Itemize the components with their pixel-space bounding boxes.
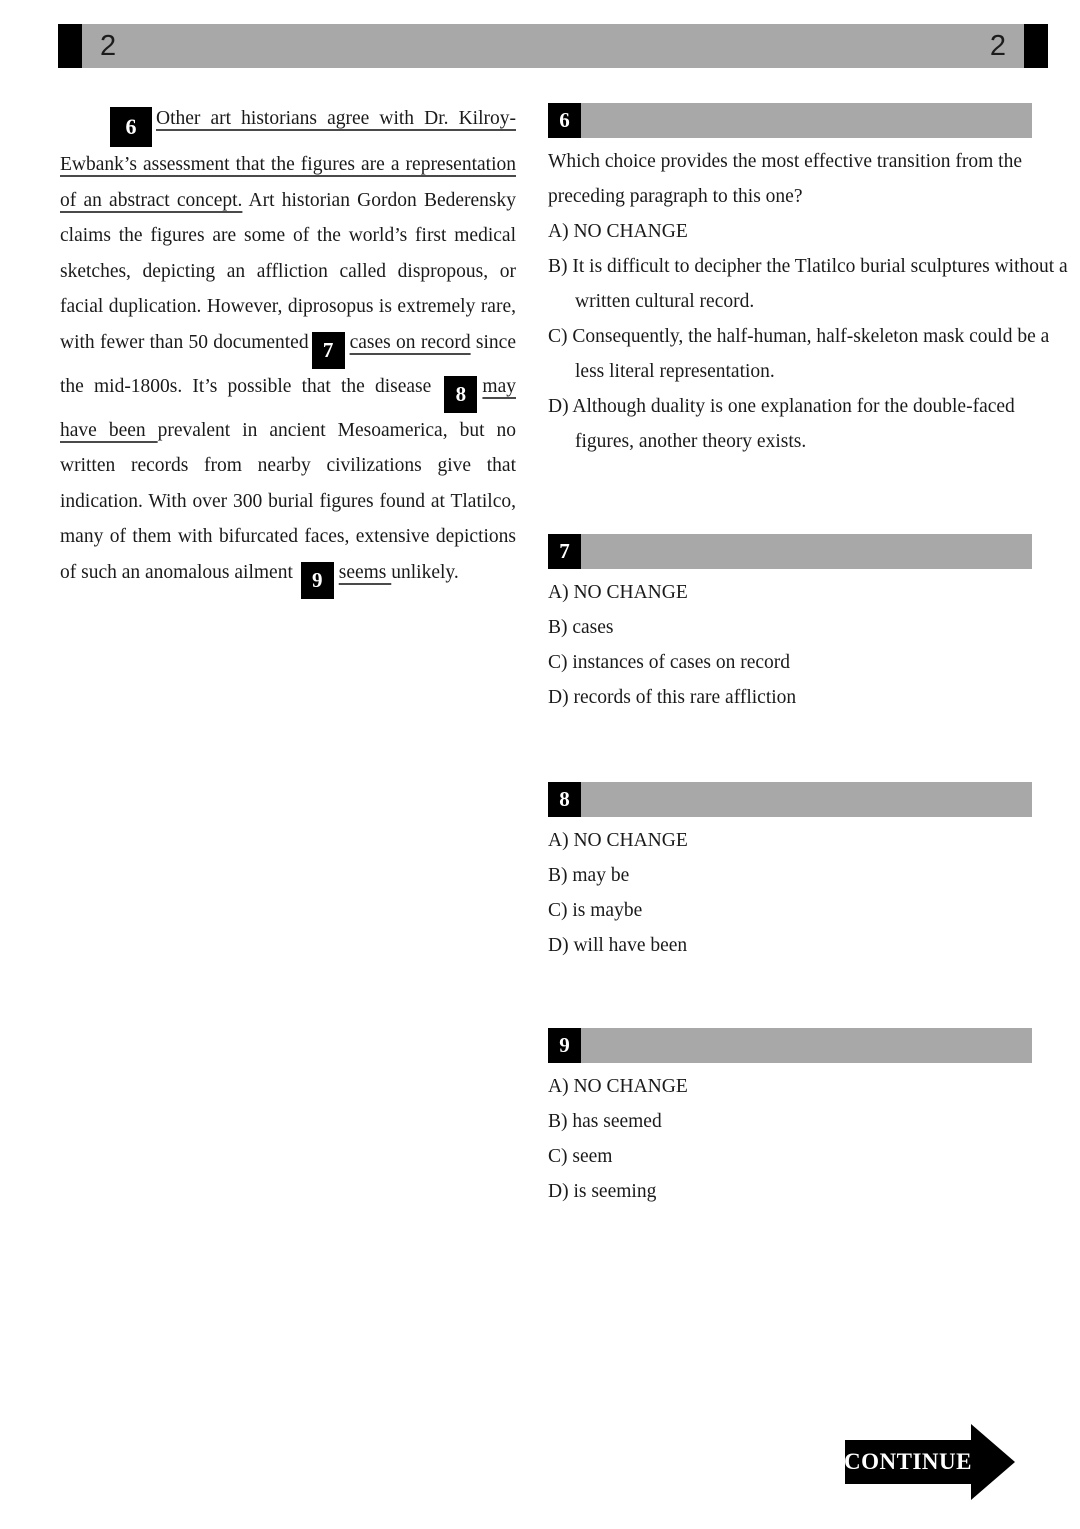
question-8-choice-A[interactable] — [548, 823, 1076, 858]
question-8-number-badge: 8 — [548, 782, 581, 817]
question-7-choice-D[interactable] — [548, 680, 1076, 715]
section-number-left: 2 — [100, 29, 117, 62]
header-right-end-block — [1024, 24, 1048, 68]
passage-underlined-segment: Other art historians agree with Dr. Kilroy-Ewbank’s assessment that the figures are a representation of an abstract concept. — [60, 108, 516, 211]
passage-marker-7: 7 — [312, 332, 345, 369]
section-number-right: 2 — [989, 29, 1006, 62]
choice-letter: D) — [548, 687, 574, 708]
passage-marker-9: 9 — [301, 562, 334, 599]
passage-column — [60, 101, 516, 599]
passage-underlined-segment: cases on record — [349, 331, 471, 353]
question-header-bar — [548, 1028, 1032, 1063]
question-9-choice-C[interactable] — [548, 1139, 1076, 1174]
choice-letter: D) — [548, 1181, 574, 1202]
choice-letter: B) — [548, 1111, 573, 1132]
choice-text: NO CHANGE — [573, 830, 688, 851]
choice-letter: D) — [548, 935, 574, 956]
choice-letter: C) — [548, 652, 573, 673]
choice-letter: B) — [548, 256, 573, 277]
continue-arrow-icon — [971, 1424, 1015, 1500]
question-7 — [548, 534, 1076, 715]
question-9-number-badge: 9 — [548, 1028, 581, 1063]
choice-text: Consequently, the half-human, half-skeleton mask could be a less literal representation. — [572, 326, 1050, 382]
question-7-number-badge: 7 — [548, 534, 581, 569]
choice-text: NO CHANGE — [573, 582, 688, 603]
choice-text: will have been — [573, 935, 688, 956]
choice-letter: B) — [548, 617, 573, 638]
choice-text: NO CHANGE — [573, 1076, 688, 1097]
question-9-choice-D[interactable] — [548, 1174, 1076, 1209]
choice-letter: A) — [548, 830, 574, 851]
choice-letter: A) — [548, 582, 574, 603]
question-6-number-badge: 6 — [548, 103, 581, 138]
choice-text: is seeming — [573, 1181, 657, 1202]
question-7-choice-C[interactable] — [548, 645, 1076, 680]
choice-text: cases — [572, 617, 614, 638]
choice-text: It is difficult to decipher the Tlatilco burial sculptures without a written cultural record. — [572, 256, 1068, 312]
question-6-choice-B[interactable] — [548, 249, 1076, 319]
passage-text — [60, 101, 516, 599]
choice-text: records of this rare affliction — [573, 687, 797, 708]
section-header — [58, 24, 1048, 68]
question-6 — [548, 103, 1076, 459]
continue-label: CONTINUE — [845, 1440, 971, 1484]
continue-button[interactable] — [845, 1424, 1015, 1500]
question-9-choice-A[interactable] — [548, 1069, 1076, 1104]
question-6-choice-D[interactable] — [548, 389, 1076, 459]
choice-letter: D) — [548, 396, 573, 417]
question-header-bar — [548, 782, 1032, 817]
passage-text-segment: prevalent in ancient Mesoamerica, but no written records from nearby civilizations give that indication. With over 300 burial figures found at Tlatilco, many of them with bifurcated faces, extensive depictions of such an anomalous ailment — [60, 419, 516, 583]
passage-underlined-segment: may have been — [60, 375, 516, 441]
choice-letter: C) — [548, 326, 573, 347]
choice-text: may be — [572, 865, 630, 886]
choice-text: seem — [572, 1146, 613, 1167]
choice-letter: C) — [548, 1146, 573, 1167]
choice-text: has seemed — [572, 1111, 662, 1132]
question-9-choice-B[interactable] — [548, 1104, 1076, 1139]
question-8-choice-D[interactable] — [548, 928, 1076, 963]
choice-text: is maybe — [572, 900, 643, 921]
choice-text: instances of cases on record — [572, 652, 791, 673]
passage-text-segment: since the mid-1800s. It’s possible that the disease — [60, 331, 516, 397]
question-header-bar — [548, 103, 1032, 138]
section-header-bar — [82, 24, 1024, 68]
question-7-choice-B[interactable] — [548, 610, 1076, 645]
question-8-choice-B[interactable] — [548, 858, 1076, 893]
passage-text-segment: Art historian Gordon Bederensky claims the figures are some of the world’s first medical sketches, depicting an affliction called dispropous, or facial duplication. However, diprosopus is extremely rare, with fewer than 50 documented — [60, 189, 516, 353]
question-9 — [548, 1028, 1076, 1209]
choice-letter: B) — [548, 865, 573, 886]
choice-letter: C) — [548, 900, 573, 921]
passage-underlined-segment: seems — [338, 561, 392, 583]
question-choices — [548, 575, 1076, 715]
question-prompt: Which choice provides the most effective transition from the preceding paragraph to this one? — [548, 151, 1022, 207]
question-8 — [548, 782, 1076, 963]
header-left-end-block — [58, 24, 82, 68]
questions-column — [548, 103, 1076, 1277]
question-8-choice-C[interactable] — [548, 893, 1076, 928]
question-choices — [548, 214, 1076, 459]
question-6-choice-A[interactable] — [548, 214, 1076, 249]
choice-text: Although duality is one explanation for the double-faced figures, another theory exists. — [572, 396, 1015, 452]
passage-marker-6: 6 — [110, 107, 152, 147]
question-choices — [548, 1069, 1076, 1209]
question-6-choice-C[interactable] — [548, 319, 1076, 389]
choice-text: NO CHANGE — [573, 221, 688, 242]
passage-text-segment: unlikely. — [391, 561, 459, 583]
question-7-choice-A[interactable] — [548, 575, 1076, 610]
question-header-bar — [548, 534, 1032, 569]
choice-letter: A) — [548, 221, 574, 242]
choice-letter: A) — [548, 1076, 574, 1097]
passage-marker-8: 8 — [444, 376, 477, 413]
question-choices — [548, 823, 1076, 963]
